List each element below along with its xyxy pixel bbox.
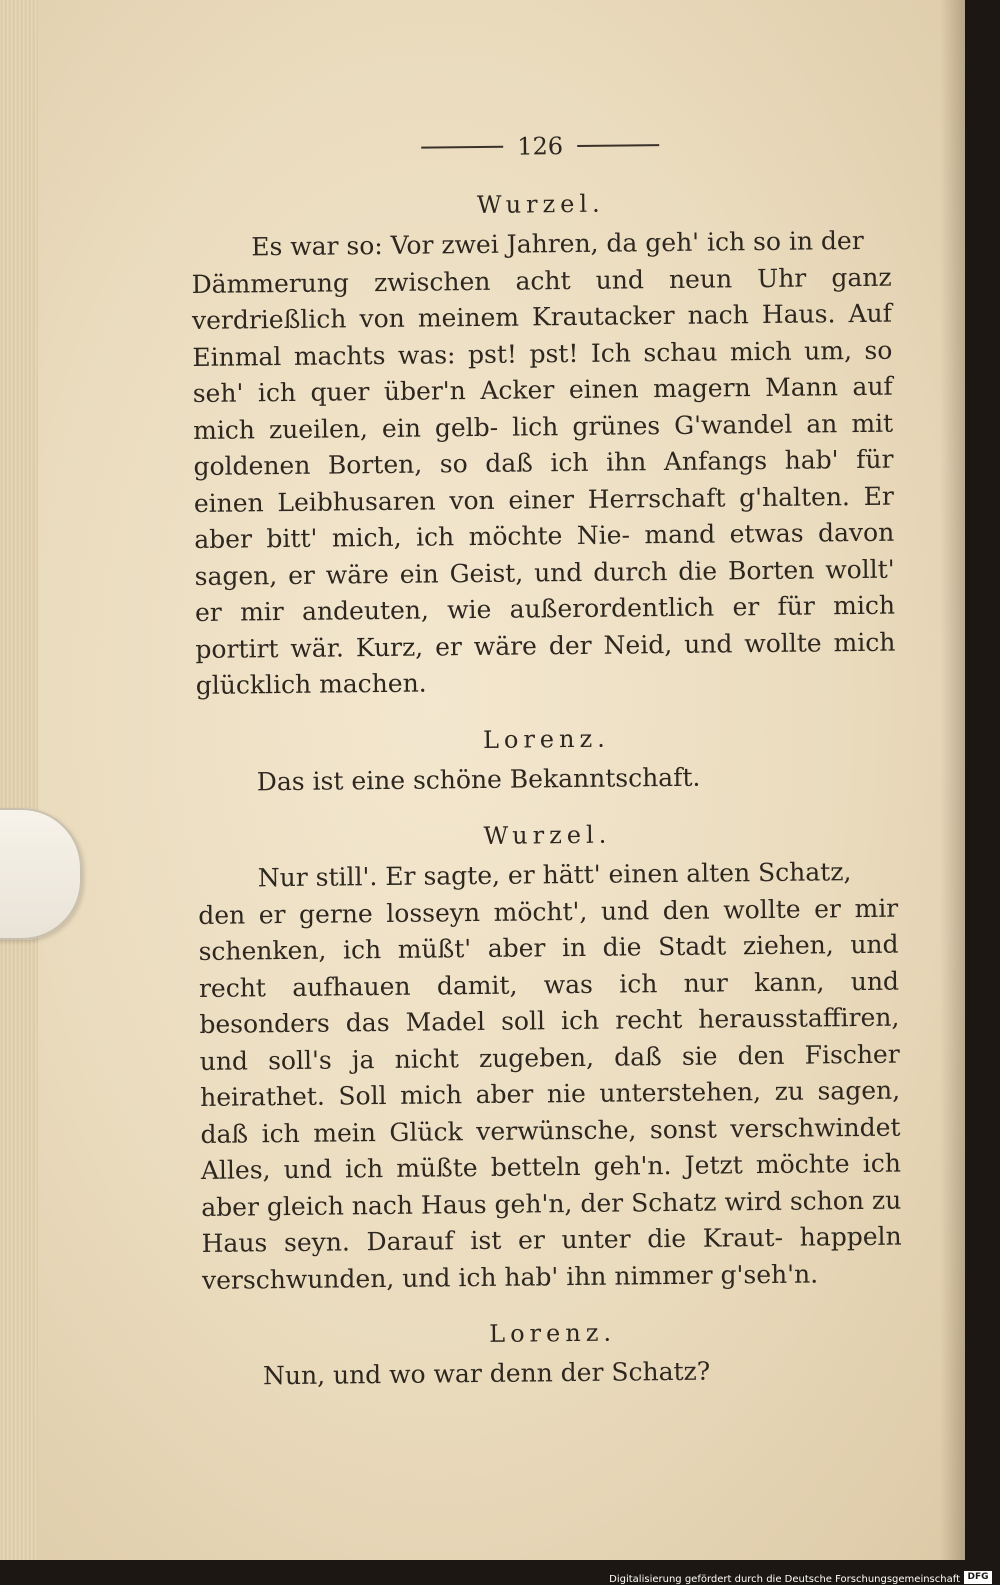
text-line: nie unterstehen, zu sagen, daß ich mein Glück verwünsche,: [200, 1075, 901, 1149]
text-line: er für mich portirt wär. Kurz, er wäre der Neid, und: [195, 590, 896, 664]
speech-paragraph: [203, 1352, 903, 1396]
speaker-name: Wurzel.: [476, 189, 605, 219]
text-line: Madel soll ich recht herausstaffiren, und soll's ja nicht: [199, 1002, 900, 1076]
text-line: was: pst! pst! Ich schau mich um, so seh' ich quer über'n: [192, 335, 893, 408]
text-line: Nun, und wo war denn der Schatz?: [262, 1356, 711, 1391]
speech-paragraph: [198, 854, 903, 1299]
text-line: Das ist eine schöne Bekanntschaft.: [256, 762, 701, 796]
text-line: den er gerne losseyn möcht', und den wollte er mir: [198, 893, 899, 930]
text-line: Es war so: Vor zwei Jahren, da geh' ich so in der: [251, 225, 864, 262]
page-number: 126: [517, 132, 564, 161]
text-line: aufhauen damit, was ich nur kann, und besonders das: [199, 966, 900, 1039]
text-line: ich ihn Anfangs hab' für einen Leibhusaren von einer: [193, 444, 894, 518]
text-line: zugeben, daß sie den Fischer heirathet. Soll mich aber: [199, 1039, 900, 1112]
text-line: sonst verschwindet Alles, und ich müßte betteln geh'n.: [200, 1112, 901, 1185]
text-line: Dämmerung zwischen acht und neun Uhr ganz verdrießlich: [191, 262, 892, 335]
speaker-name: Wurzel.: [483, 820, 612, 850]
text-line: von meinem Krautacker nach Haus. Auf Einmal machts: [192, 298, 893, 372]
bookmark-clip: [0, 808, 82, 940]
text-line: lich grünes G'wandel an mit goldenen Borten, so daß: [193, 408, 894, 481]
text-line: die Borten wollt' er mir andeuten, wie außerordentlich: [194, 554, 895, 627]
page-gutter-shadow: [940, 0, 965, 1560]
text-line: Acker einen magern Mann auf mich zueilen, ein gelb-: [192, 371, 893, 445]
funding-credit: Digitalisierung gefördert durch die Deutsche Forschungsgemeinschaft: [609, 1574, 960, 1585]
page-stack-edge: [0, 0, 38, 1560]
page-number-header: [190, 123, 890, 170]
speech-paragraph: [191, 223, 896, 705]
text-line: mand etwas davon sagen, er wäre ein Geist, und durch: [194, 517, 895, 591]
text-line: Jetzt möchte ich aber gleich nach Haus geh'n, der Schatz: [201, 1148, 902, 1222]
speaker-name: Lorenz.: [489, 1318, 617, 1348]
text-line: schenken, ich müßt' aber in die Stadt ziehen, und recht: [198, 929, 899, 1003]
text-line: happeln verschwunden, und ich hab' ihn nimmer g'seh'n.: [201, 1221, 902, 1295]
speech-paragraph: [197, 757, 897, 801]
dfg-logo: DFG: [964, 1571, 992, 1584]
text-line: Nur still'. Er sagte, er hätt' einen alten Schatz,: [257, 857, 852, 893]
text-line: Herrschaft g'halten. Er aber bitt' mich, ich möchte Nie-: [194, 481, 895, 554]
header-rule-right: [577, 144, 659, 147]
dialogue: [191, 185, 904, 1396]
text-line: wollte mich glücklich machen.: [195, 627, 896, 700]
speaker-name: Lorenz.: [482, 724, 610, 754]
page-text: [190, 123, 903, 1396]
text-line: wird schon zu Haus seyn. Darauf ist er unter die Kraut-: [201, 1185, 902, 1258]
header-rule-left: [421, 146, 503, 149]
